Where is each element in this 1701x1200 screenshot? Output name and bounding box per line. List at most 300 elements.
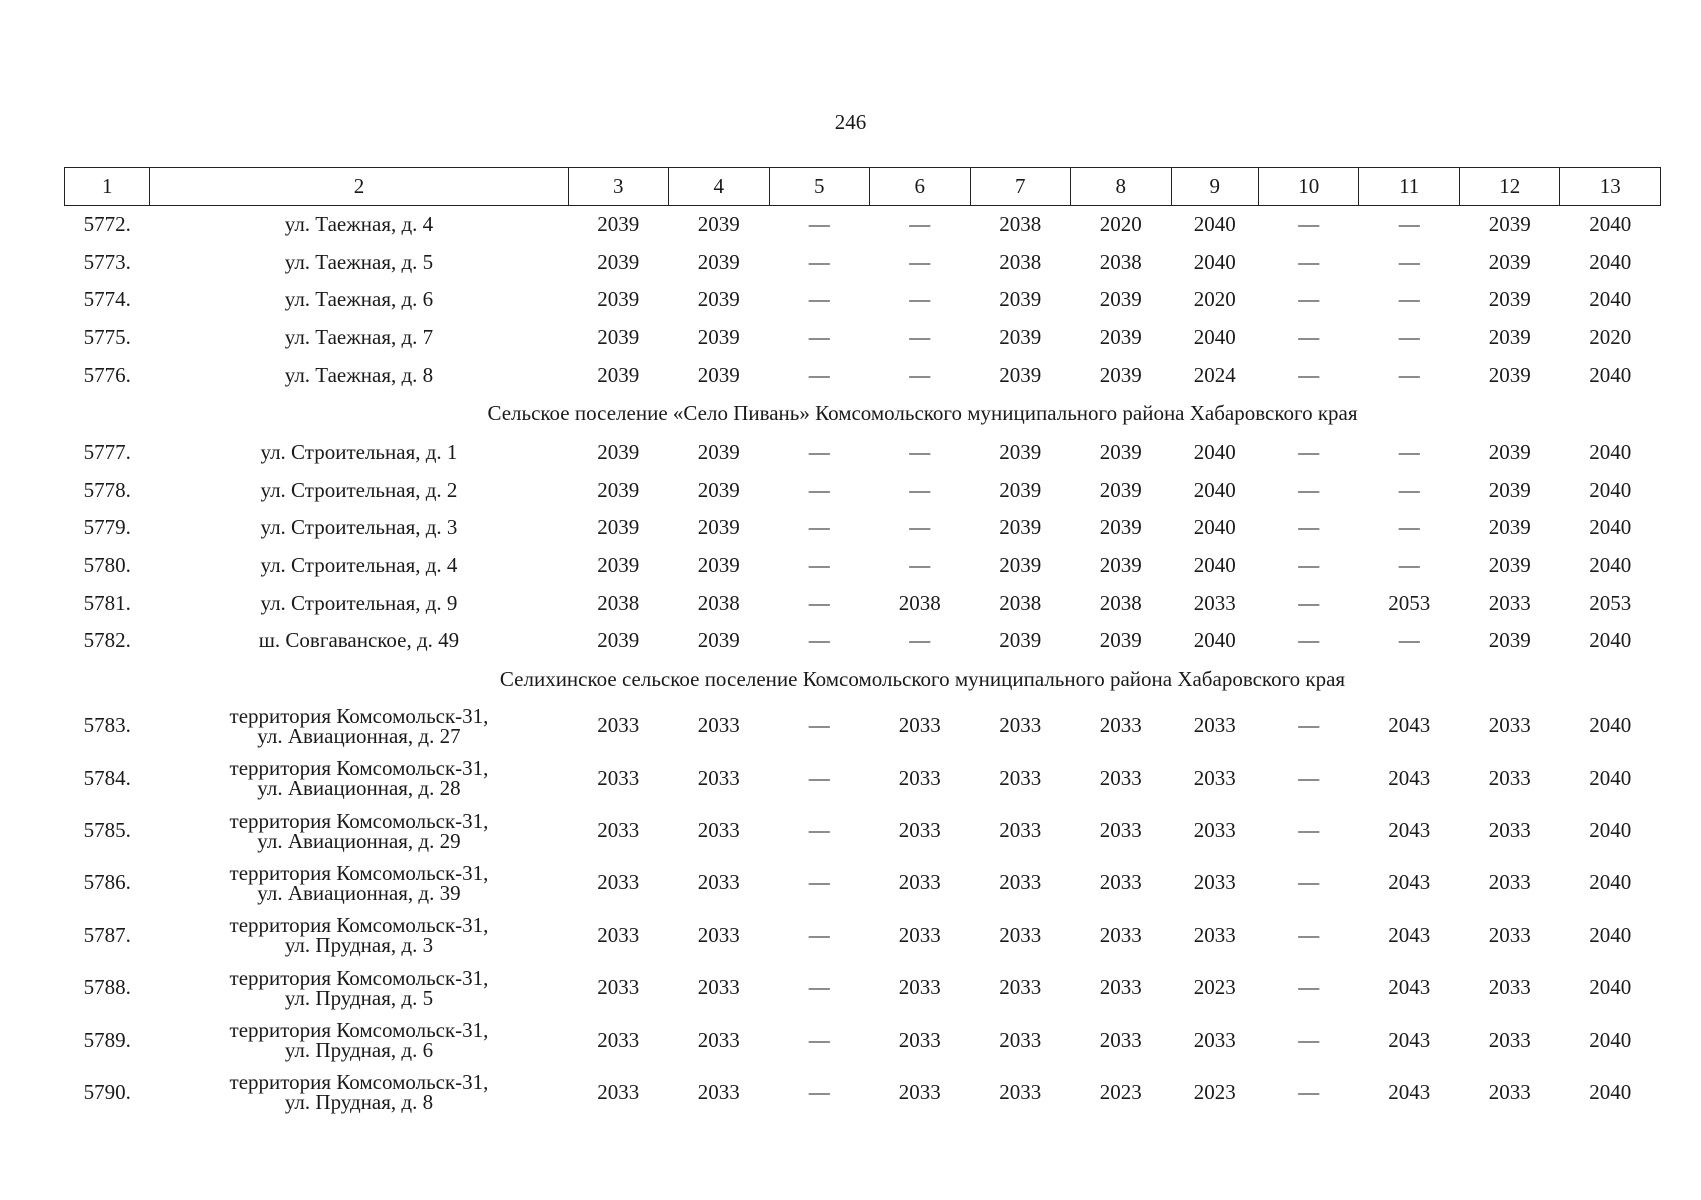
value-cell: 2039 [1488, 287, 1531, 312]
value-cell: — [909, 477, 931, 502]
address-cell [150, 909, 568, 961]
value-cell: 2033 [1193, 818, 1236, 842]
row-number: 5777. [83, 440, 131, 465]
row-number: 5789. [83, 1027, 131, 1052]
value-cell: 2043 [1388, 765, 1431, 790]
value-cell: 2033 [898, 870, 941, 895]
value-cell: 2043 [1388, 1027, 1431, 1052]
address-cell [150, 700, 568, 752]
section-heading: Селихинское сельское поселение Комсомольского муниципального района Хабаровского края [499, 667, 1346, 692]
table-row [65, 244, 1661, 282]
value-cell: — [1298, 818, 1320, 842]
value-cell: 2033 [697, 1079, 740, 1104]
value-cell: 2033 [597, 870, 640, 895]
address-line-1: территория Комсомольск-31, [229, 808, 489, 833]
row-number: 5787. [83, 922, 131, 947]
value-cell: — [1398, 362, 1420, 387]
value-cell: 2039 [597, 477, 640, 502]
value-cell: 2039 [1099, 628, 1142, 653]
value-cell: 2033 [1488, 922, 1531, 947]
value-cell: 2039 [697, 212, 740, 237]
value-cell: — [1298, 325, 1320, 350]
value-cell: 2039 [1488, 515, 1531, 540]
value-cell: 2039 [999, 325, 1042, 350]
value-cell: 2039 [1488, 628, 1531, 653]
value-cell: 2038 [1099, 590, 1142, 615]
value-cell: 2033 [1193, 870, 1236, 895]
value-cell: 2033 [1193, 590, 1236, 615]
value-cell: 2033 [898, 1079, 941, 1104]
address-line-2: ул. Авиационная, д. 28 [257, 776, 461, 801]
value-cell: 2033 [1488, 1027, 1531, 1052]
value-cell: — [909, 553, 931, 578]
value-cell: 2033 [999, 975, 1042, 1000]
row-number: 5774. [83, 287, 131, 312]
value-cell: 2040 [1589, 628, 1632, 653]
value-cell: — [909, 628, 931, 653]
value-cell: 2039 [1099, 553, 1142, 578]
table-row [65, 1014, 1661, 1066]
value-cell: — [808, 362, 830, 387]
column-header: 9 [1171, 168, 1258, 206]
value-cell: — [1298, 870, 1320, 895]
table-row [65, 281, 1661, 319]
value-cell: 2039 [697, 249, 740, 274]
value-cell: 2033 [597, 1079, 640, 1104]
value-cell: — [1298, 440, 1320, 465]
table-row [65, 1066, 1661, 1118]
table-row [65, 700, 1661, 752]
value-cell: 2038 [597, 590, 640, 615]
value-cell: — [909, 212, 931, 237]
address-cell [150, 857, 568, 909]
row-number: 5781. [83, 590, 131, 615]
value-cell: 2039 [597, 325, 640, 350]
value-cell: 2024 [1193, 362, 1236, 387]
value-cell: — [808, 1079, 830, 1104]
address-cell: ш. Совгаванское, д. 49 [258, 628, 460, 653]
value-cell: 2033 [1099, 818, 1142, 842]
value-cell: — [808, 1027, 830, 1052]
column-header: 6 [870, 168, 971, 206]
value-cell: 2038 [999, 212, 1042, 237]
value-cell: 2020 [1589, 325, 1632, 350]
column-header: 4 [669, 168, 770, 206]
value-cell: 2040 [1589, 212, 1632, 237]
value-cell: — [909, 287, 931, 312]
row-number: 5772. [83, 212, 131, 237]
value-cell: — [808, 628, 830, 653]
value-cell: 2039 [1099, 362, 1142, 387]
address-cell: ул. Таежная, д. 6 [284, 287, 434, 312]
value-cell: — [1298, 477, 1320, 502]
value-cell: — [1298, 1079, 1320, 1104]
value-cell: 2039 [1099, 440, 1142, 465]
value-cell: 2040 [1589, 818, 1632, 842]
value-cell: — [808, 765, 830, 790]
value-cell: — [909, 325, 931, 350]
value-cell: 2040 [1589, 765, 1632, 790]
table-row [65, 319, 1661, 357]
column-header: 2 [150, 168, 568, 206]
value-cell: 2033 [1099, 713, 1142, 738]
value-cell: 2040 [1193, 477, 1236, 502]
value-cell: 2039 [999, 362, 1042, 387]
value-cell: 2040 [1193, 515, 1236, 540]
value-cell: 2033 [999, 1027, 1042, 1052]
value-cell: 2039 [597, 440, 640, 465]
section-row [65, 394, 1661, 434]
row-number: 5778. [83, 477, 131, 502]
column-header: 13 [1560, 168, 1661, 206]
value-cell: 2033 [697, 818, 740, 842]
value-cell: 2033 [999, 922, 1042, 947]
value-cell: 2039 [697, 477, 740, 502]
value-cell: 2043 [1388, 922, 1431, 947]
value-cell: 2033 [1193, 713, 1236, 738]
value-cell: 2039 [1488, 212, 1531, 237]
address-line-2: ул. Авиационная, д. 29 [257, 828, 461, 853]
address-line-1: территория Комсомольск-31, [229, 1018, 489, 1043]
value-cell: — [1298, 212, 1320, 237]
page-number: 246 [834, 110, 867, 134]
column-header: 5 [769, 168, 870, 206]
value-cell: — [808, 515, 830, 540]
value-cell: 2039 [999, 553, 1042, 578]
value-cell: 2033 [898, 818, 941, 842]
value-cell: 2038 [697, 590, 740, 615]
value-cell: 2039 [1099, 515, 1142, 540]
address-cell [150, 1066, 568, 1118]
row-number: 5775. [83, 325, 131, 350]
value-cell: — [808, 922, 830, 947]
value-cell: — [1398, 477, 1420, 502]
section-row [65, 660, 1661, 700]
row-number: 5780. [83, 553, 131, 578]
table-row [65, 547, 1661, 585]
row-number: 5786. [83, 870, 131, 895]
row-number: 5773. [83, 249, 131, 274]
value-cell: 2040 [1193, 440, 1236, 465]
address-line-2: ул. Прудная, д. 3 [284, 933, 434, 958]
section-heading: Сельское поселение «Село Пивань» Комсомольского муниципального района Хабаровского края [487, 401, 1358, 426]
value-cell: 2033 [597, 922, 640, 947]
row-number: 5779. [83, 515, 131, 540]
value-cell: — [1398, 287, 1420, 312]
value-cell: 2039 [1488, 553, 1531, 578]
value-cell: 2039 [597, 249, 640, 274]
value-cell: 2039 [1488, 440, 1531, 465]
value-cell: — [808, 818, 830, 842]
table-row [65, 584, 1661, 622]
table-row [65, 509, 1661, 547]
table-row [65, 804, 1661, 856]
table-row [65, 752, 1661, 804]
value-cell: 2040 [1589, 515, 1632, 540]
value-cell: 2033 [597, 818, 640, 842]
value-cell: 2039 [697, 440, 740, 465]
value-cell: 2039 [597, 515, 640, 540]
address-line-1: территория Комсомольск-31, [229, 913, 489, 938]
address-cell: ул. Таежная, д. 4 [284, 212, 434, 237]
value-cell: 2033 [1099, 765, 1142, 790]
column-header: 3 [568, 168, 669, 206]
table-row [65, 472, 1661, 510]
value-cell: 2040 [1589, 1079, 1632, 1104]
address-cell: ул. Таежная, д. 8 [284, 362, 434, 387]
value-cell: 2040 [1589, 553, 1632, 578]
value-cell: — [1298, 975, 1320, 1000]
value-cell: 2039 [1488, 325, 1531, 350]
value-cell: 2033 [1488, 975, 1531, 1000]
value-cell: 2033 [1193, 922, 1236, 947]
value-cell: 2039 [697, 362, 740, 387]
address-cell: ул. Строительная, д. 1 [260, 440, 458, 465]
value-cell: — [1298, 515, 1320, 540]
row-number: 5776. [83, 362, 131, 387]
value-cell: 2039 [697, 628, 740, 653]
address-cell: ул. Строительная, д. 2 [260, 477, 458, 502]
value-cell: 2038 [1099, 249, 1142, 274]
value-cell: 2033 [1193, 765, 1236, 790]
value-cell: — [1398, 515, 1420, 540]
address-cell: ул. Строительная, д. 4 [260, 553, 458, 578]
value-cell: — [1398, 553, 1420, 578]
value-cell: 2040 [1589, 287, 1632, 312]
address-line-2: ул. Прудная, д. 6 [284, 1038, 434, 1063]
value-cell: 2033 [697, 922, 740, 947]
value-cell: 2040 [1589, 362, 1632, 387]
value-cell: 2033 [597, 1027, 640, 1052]
value-cell: — [1398, 249, 1420, 274]
value-cell: 2039 [999, 287, 1042, 312]
value-cell: 2033 [1488, 1079, 1531, 1104]
value-cell: 2039 [1488, 477, 1531, 502]
value-cell: — [808, 975, 830, 1000]
value-cell: 2033 [1488, 590, 1531, 615]
value-cell: 2033 [1099, 975, 1142, 1000]
value-cell: 2033 [999, 765, 1042, 790]
value-cell: 2040 [1589, 477, 1632, 502]
value-cell: 2023 [1193, 1079, 1236, 1104]
value-cell: 2043 [1388, 713, 1431, 738]
value-cell: 2020 [1193, 287, 1236, 312]
value-cell: 2040 [1589, 713, 1632, 738]
address-line-1: территория Комсомольск-31, [229, 1070, 489, 1095]
value-cell: 2039 [1099, 477, 1142, 502]
value-cell: 2039 [999, 515, 1042, 540]
value-cell: 2033 [597, 713, 640, 738]
value-cell: — [1398, 325, 1420, 350]
value-cell: — [1398, 628, 1420, 653]
value-cell: — [1298, 765, 1320, 790]
value-cell: — [1398, 440, 1420, 465]
value-cell: 2033 [1099, 922, 1142, 947]
row-number: 5790. [83, 1079, 131, 1104]
value-cell: 2040 [1589, 1027, 1632, 1052]
value-cell: — [1298, 249, 1320, 274]
value-cell: 2033 [1193, 1027, 1236, 1052]
value-cell: 2033 [697, 765, 740, 790]
value-cell: 2040 [1193, 553, 1236, 578]
value-cell: 2033 [898, 765, 941, 790]
address-line-2: ул. Прудная, д. 8 [284, 1090, 434, 1115]
address-cell [150, 961, 568, 1013]
row-number: 5788. [83, 975, 131, 1000]
value-cell: 2043 [1388, 1079, 1431, 1104]
value-cell: 2033 [1488, 870, 1531, 895]
value-cell: 2039 [1099, 287, 1142, 312]
row-number: 5784. [83, 765, 131, 790]
address-cell [150, 804, 568, 856]
value-cell: 2020 [1099, 212, 1142, 237]
row-number: 5785. [83, 818, 131, 842]
value-cell: 2040 [1193, 212, 1236, 237]
value-cell: 2039 [597, 628, 640, 653]
value-cell: 2033 [898, 713, 941, 738]
value-cell: 2040 [1193, 628, 1236, 653]
value-cell: — [1298, 362, 1320, 387]
value-cell: 2033 [1099, 1027, 1142, 1052]
value-cell: 2033 [697, 975, 740, 1000]
value-cell: 2033 [597, 765, 640, 790]
value-cell: — [808, 477, 830, 502]
value-cell: 2043 [1388, 870, 1431, 895]
value-cell: — [1298, 553, 1320, 578]
value-cell: 2043 [1388, 975, 1431, 1000]
value-cell: 2039 [597, 553, 640, 578]
address-line-2: ул. Авиационная, д. 27 [257, 723, 461, 748]
value-cell: 2033 [898, 922, 941, 947]
address-line-1: территория Комсомольск-31, [229, 965, 489, 990]
value-cell: 2023 [1193, 975, 1236, 1000]
table-row [65, 206, 1661, 244]
value-cell: 2039 [597, 362, 640, 387]
value-cell: — [808, 713, 830, 738]
value-cell: 2023 [1099, 1079, 1142, 1104]
value-cell: 2040 [1589, 870, 1632, 895]
value-cell: 2033 [1488, 818, 1531, 842]
value-cell: 2039 [1488, 362, 1531, 387]
value-cell: 2033 [597, 975, 640, 1000]
value-cell: 2039 [999, 477, 1042, 502]
value-cell: 2039 [697, 287, 740, 312]
value-cell: — [808, 287, 830, 312]
value-cell: 2038 [999, 590, 1042, 615]
value-cell: — [909, 440, 931, 465]
value-cell: 2033 [697, 1027, 740, 1052]
value-cell: — [808, 249, 830, 274]
column-header: 8 [1071, 168, 1172, 206]
value-cell: — [1298, 287, 1320, 312]
value-cell: 2053 [1388, 590, 1431, 615]
table-row [65, 961, 1661, 1013]
value-cell: — [808, 590, 830, 615]
value-cell: 2039 [697, 515, 740, 540]
value-cell: 2033 [898, 975, 941, 1000]
value-cell: 2033 [999, 713, 1042, 738]
column-header: 10 [1258, 168, 1359, 206]
value-cell: 2040 [1589, 975, 1632, 1000]
value-cell: — [808, 440, 830, 465]
address-line-1: территория Комсомольск-31, [229, 703, 489, 728]
value-cell: 2033 [697, 870, 740, 895]
value-cell: — [909, 249, 931, 274]
address-line-2: ул. Прудная, д. 5 [284, 985, 434, 1010]
value-cell: — [909, 362, 931, 387]
table-row [65, 356, 1661, 394]
address-cell: ул. Строительная, д. 9 [260, 590, 458, 615]
value-cell: 2033 [999, 870, 1042, 895]
value-cell: 2033 [1488, 765, 1531, 790]
value-cell: 2053 [1589, 590, 1632, 615]
address-line-2: ул. Авиационная, д. 39 [257, 880, 461, 905]
value-cell: 2033 [999, 818, 1042, 842]
data-table [64, 167, 1661, 1119]
address-cell [150, 752, 568, 804]
address-line-1: территория Комсомольск-31, [229, 756, 489, 781]
value-cell: 2033 [1099, 870, 1142, 895]
value-cell: — [1298, 713, 1320, 738]
value-cell: 2033 [697, 713, 740, 738]
value-cell: 2039 [999, 628, 1042, 653]
value-cell: 2038 [898, 590, 941, 615]
value-cell: — [1298, 590, 1320, 615]
value-cell: 2040 [1193, 325, 1236, 350]
column-header: 7 [970, 168, 1071, 206]
value-cell: 2033 [999, 1079, 1042, 1104]
value-cell: — [1298, 922, 1320, 947]
address-cell: ул. Таежная, д. 7 [284, 325, 434, 350]
column-header: 12 [1459, 168, 1560, 206]
value-cell: — [1398, 212, 1420, 237]
table-row [65, 857, 1661, 909]
column-number-header-row [65, 168, 1661, 206]
value-cell: 2040 [1589, 249, 1632, 274]
value-cell: — [808, 553, 830, 578]
value-cell: — [808, 870, 830, 895]
value-cell: 2033 [898, 1027, 941, 1052]
value-cell: 2039 [697, 553, 740, 578]
value-cell: — [1298, 628, 1320, 653]
table-row [65, 434, 1661, 472]
value-cell: 2038 [999, 249, 1042, 274]
value-cell: 2040 [1589, 922, 1632, 947]
value-cell: — [808, 212, 830, 237]
value-cell: 2039 [597, 212, 640, 237]
value-cell: 2033 [1488, 713, 1531, 738]
value-cell: 2040 [1589, 440, 1632, 465]
row-number: 5782. [83, 628, 131, 653]
value-cell: 2039 [1099, 325, 1142, 350]
address-line-1: территория Комсомольск-31, [229, 860, 489, 885]
value-cell: — [808, 325, 830, 350]
address-cell: ул. Таежная, д. 5 [284, 249, 434, 274]
address-cell [150, 1014, 568, 1066]
table-row [65, 909, 1661, 961]
value-cell: 2039 [597, 287, 640, 312]
address-cell: ул. Строительная, д. 3 [260, 515, 458, 540]
column-header: 11 [1359, 168, 1460, 206]
row-number: 5783. [83, 713, 131, 738]
value-cell: — [1298, 1027, 1320, 1052]
table-row [65, 622, 1661, 660]
column-header: 1 [65, 168, 150, 206]
value-cell: 2039 [1488, 249, 1531, 274]
value-cell: 2039 [999, 440, 1042, 465]
value-cell: 2040 [1193, 249, 1236, 274]
value-cell: — [909, 515, 931, 540]
